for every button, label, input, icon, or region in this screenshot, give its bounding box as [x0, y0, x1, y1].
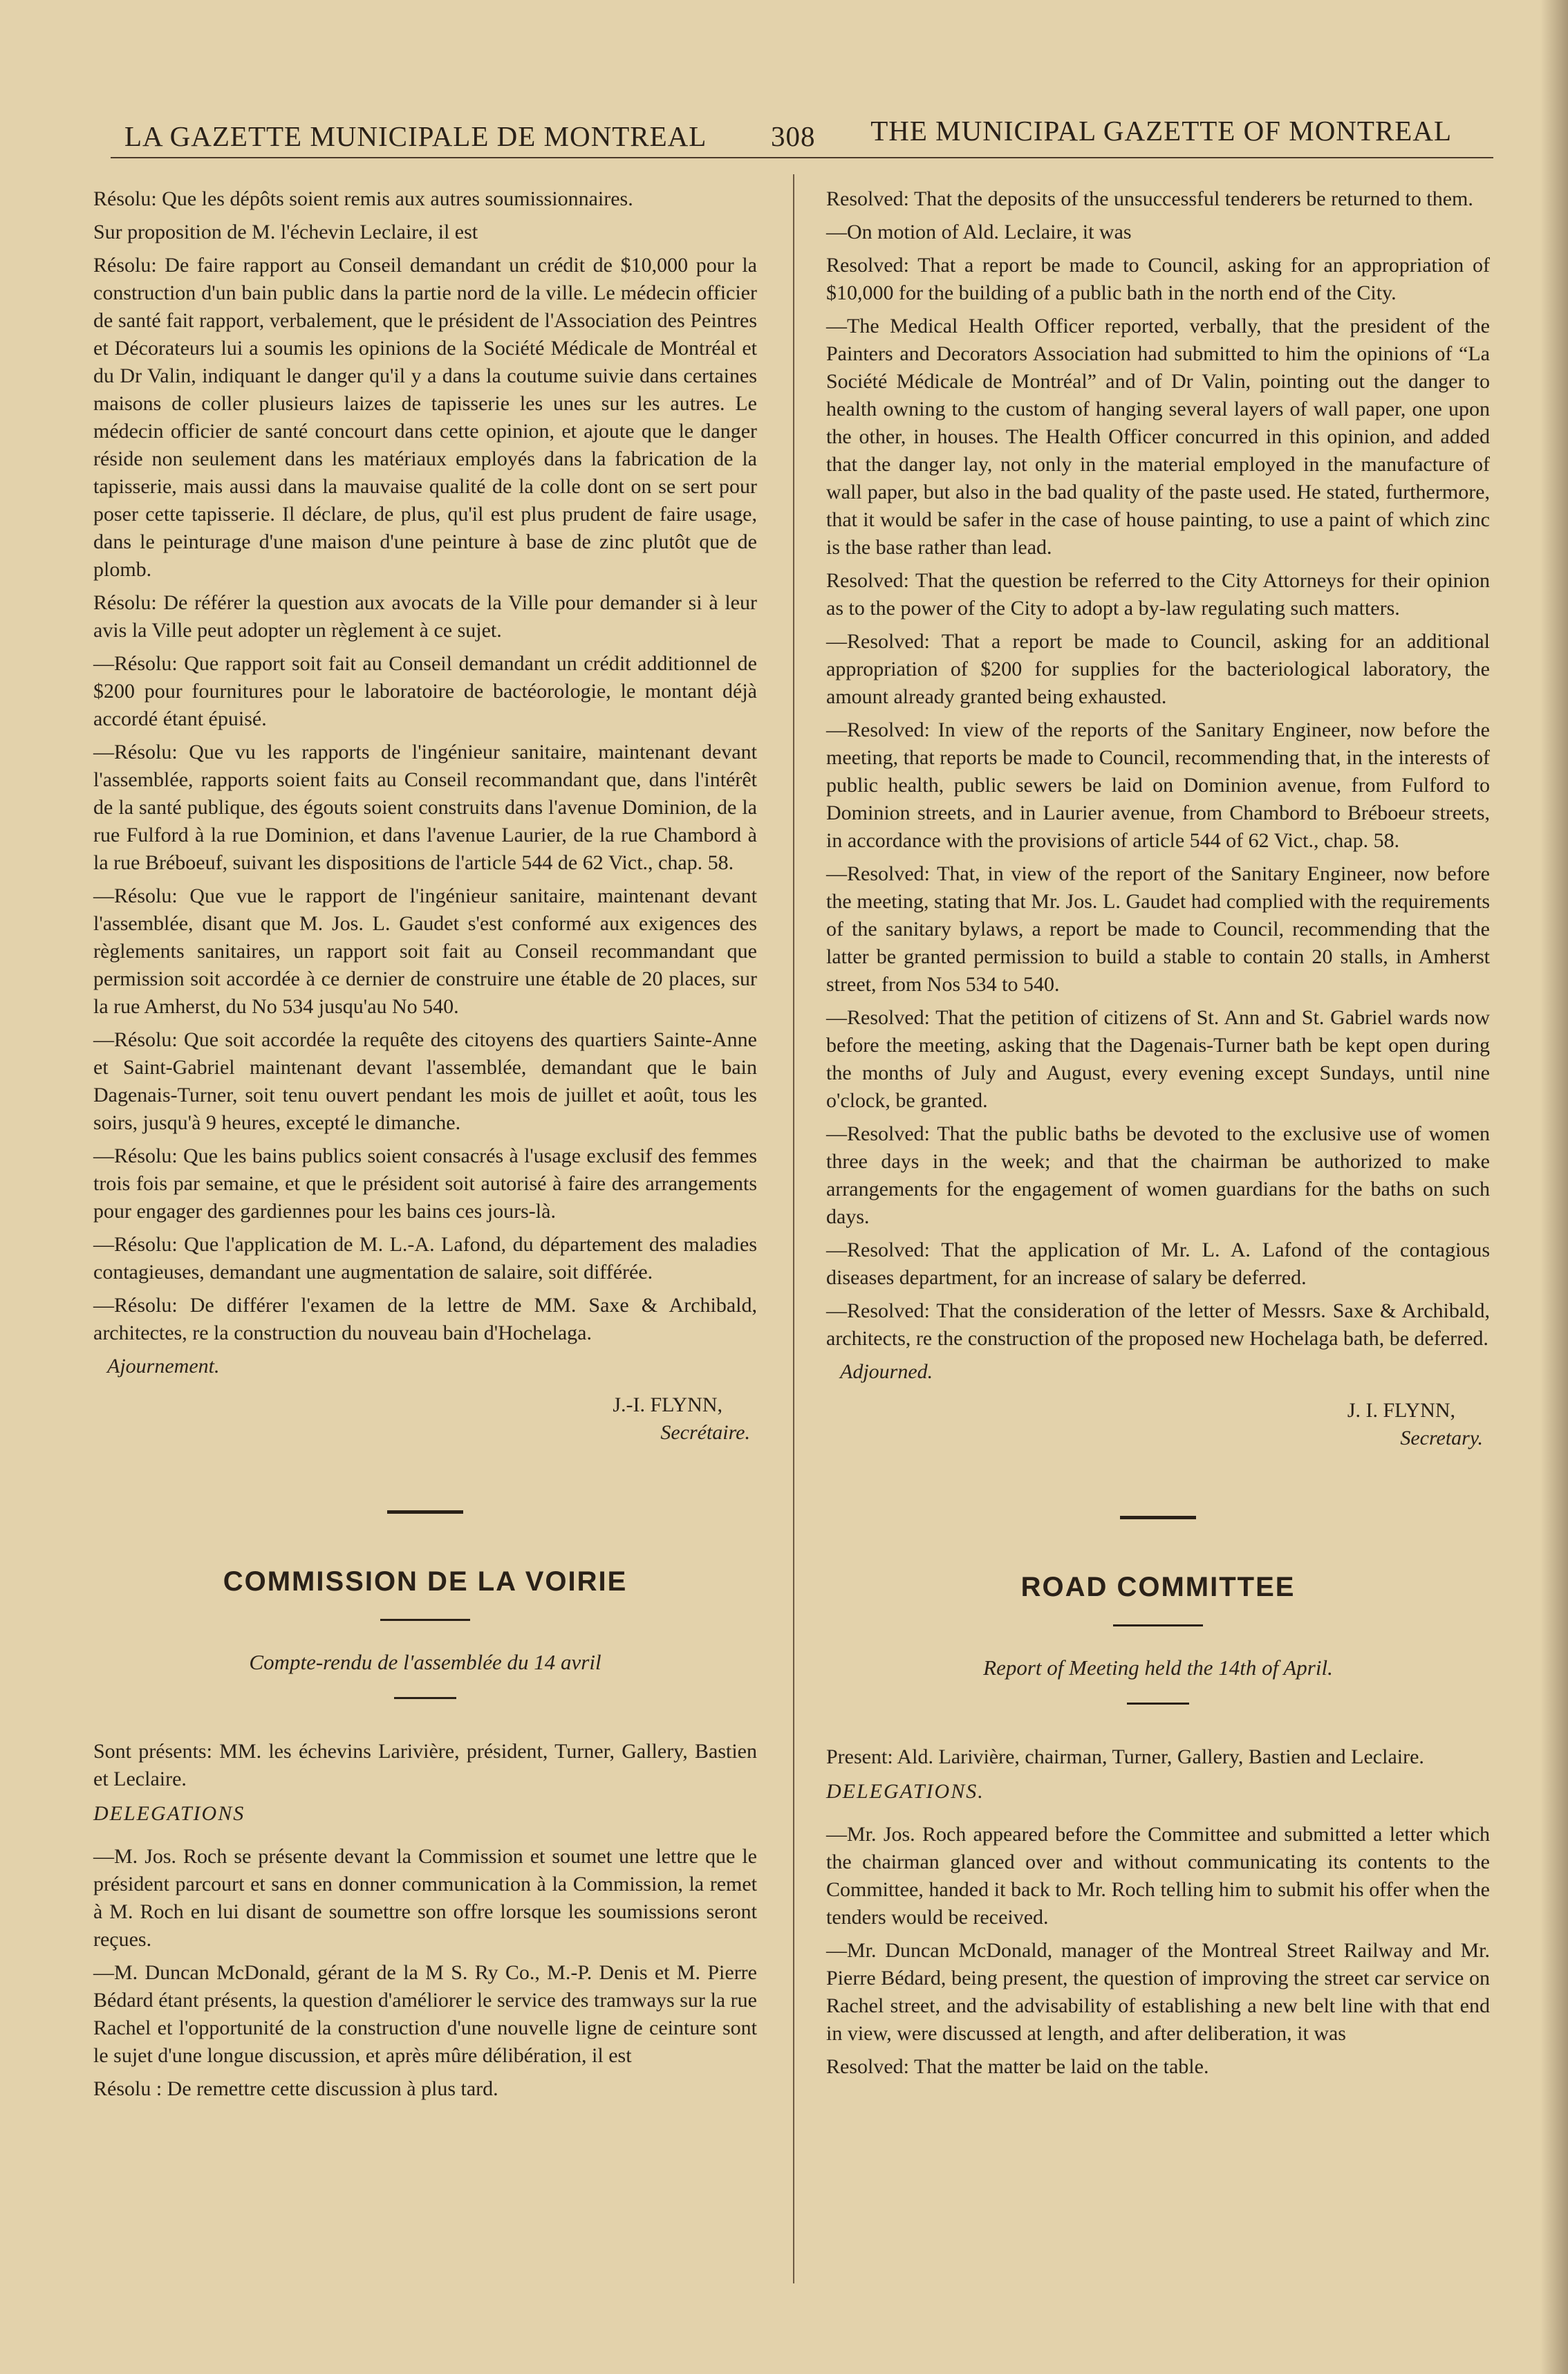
paragraph: —Resolved: In view of the reports of the Sanitary Engineer, now before the meeting, that reports be made to Council, recommending that, in the interests of public health, public sewers be laid on Dominion avenue, from Fulford to Dominion streets, and in Laurier avenue, from Chambord to Bréboeur streets, in accordance with the provisions of article 544 of 62 Vict., chap. 58.: [826, 718, 1490, 852]
paragraph: —Resolved: That the petition of citizens of St. Ann and St. Gabriel wards now before the meeting, asking that the Dagenais-Turner bath be kept open during the months of July and August, every evening except Sundays, until nine o'clock, be granted.: [826, 1006, 1490, 1112]
signature-role: Secrétaire.: [660, 1421, 750, 1444]
signature-block: [93, 1391, 750, 1447]
paragraph: —Résolu: Que rapport soit fait au Conseil demandant un crédit additionnel de $200 pour fournitures pour le laboratoire de bactéorologie, le montant déjà accordé étant épuisé.: [93, 652, 757, 730]
paragraph: —Resolved: That a report be made to Council, asking for an additional appropriation of $200 for supplies for the bacteriological laboratory, the amount already granted being exhausted.: [826, 630, 1490, 708]
paragraph: —M. Duncan McDonald, gérant de la M S. Ry Co., M.-P. Denis et M. Pierre Bédard étant présents, la question d'améliorer le service des tramways sur la rue Rachel et l'opportunité de la construction d'une nouvelle ligne de ceinture sont le sujet d'une longue discussion, et après mûre délibération, il est: [93, 1961, 757, 2067]
subtitle-rule: [394, 1697, 456, 1699]
paragraph: Sur proposition de M. l'échevin Leclaire, il est: [93, 221, 478, 243]
subtitle-rule: [1127, 1703, 1189, 1705]
page-number: 308: [771, 120, 816, 152]
attendance: Present: Ald. Larivière, chairman, Turner, Gallery, Bastien and Leclaire.: [826, 1745, 1424, 1768]
header-right-title: THE MUNICIPAL GAZETTE OF MONTREAL: [870, 115, 1452, 147]
signature-block: [826, 1397, 1483, 1452]
title-rule: [380, 1619, 470, 1621]
paragraph: —Mr. Duncan McDonald, manager of the Montreal Street Railway and Mr. Pierre Bédard, being present, the question of improving the street car service on Rachel street, and the advisability of establishing a new belt line with that end in view, were discussed at length, and after deliberation, it was: [826, 1939, 1490, 2045]
signature-name: J.-I. FLYNN,: [613, 1393, 722, 1416]
paragraph: —Resolved: That the application of Mr. L. A. Lafond of the contagious diseases department, for an increase of salary be deferred.: [826, 1239, 1490, 1289]
signature-name: J. I. FLYNN,: [1347, 1399, 1455, 1422]
header-rule: [111, 157, 1493, 158]
column-divider: [793, 174, 794, 2283]
adjournment: Adjourned.: [840, 1360, 933, 1383]
page-edge-shadow: [1540, 0, 1568, 2374]
section-subtitle: Compte-rendu de l'assemblée du 14 avril: [249, 1650, 601, 1674]
paragraph: —Mr. Jos. Roch appeared before the Committee and submitted a letter which the chairman glanced over and without communicating its contents to the Committee, handed it back to Mr. Roch telling him to submit his offer when the tenders would be received.: [826, 1823, 1490, 1929]
header-left-title: LA GAZETTE MUNICIPALE DE MONTREAL: [124, 120, 707, 152]
paragraph: Resolved: That the deposits of the unsuccessful tenderers be returned to them.: [826, 187, 1473, 210]
signature-role: Secretary.: [1400, 1427, 1483, 1449]
paragraph: —On motion of Ald. Leclaire, it was: [826, 221, 1132, 243]
section-separator: [1120, 1516, 1196, 1519]
paragraph: Resolved: That the question be referred to the City Attorneys for their opinion as to the power of the City to adopt a by-law regulating such matters.: [826, 569, 1490, 620]
delegations-heading: DELEGATIONS: [93, 1802, 245, 1825]
paragraph: Résolu: Que les dépôts soient remis aux autres soumissionnaires.: [93, 187, 633, 210]
paragraph: —Résolu: Que l'application de M. L.-A. Lafond, du département des maladies contagieuses, demandant une augmentation de salaire, soit différée.: [93, 1233, 757, 1283]
paragraph: —Résolu: Que soit accordée la requête des citoyens des quartiers Sainte-Anne et Saint-Gabriel maintenant devant l'assemblée, demandant que le bain Dagenais-Turner, soit tenu ouvert pendant les mois de juillet et août, tous les soirs, jusqu'à 9 heures, excepté le dimanche.: [93, 1028, 757, 1134]
section-title: ROAD COMMITTEE: [1020, 1572, 1296, 1602]
page-header: [111, 114, 1466, 156]
english-column: [826, 185, 1490, 2086]
title-rule: [1113, 1624, 1203, 1626]
delegations-heading: DELEGATIONS.: [826, 1780, 984, 1803]
section-separator: [387, 1510, 463, 1514]
paragraph: —Resolved: That, in view of the report of the Sanitary Engineer, now before the meeting, stating that Mr. Jos. L. Gaudet had complied with the requirements of the sanitary bylaws, a report be made to Council, recommending that the latter be granted permission to build a stable to contain 20 stalls, in Amherst street, from Nos 534 to 540.: [826, 862, 1490, 996]
paragraph: —Resolved: That the consideration of the letter of Messrs. Saxe & Archibald, architects, re the construction of the proposed new Hochelaga bath, be deferred.: [826, 1299, 1490, 1350]
adjournment: Ajournement.: [107, 1355, 220, 1378]
paragraph: —Résolu: Que vue le rapport de l'ingénieur sanitaire, maintenant devant l'assemblée, disant que M. Jos. L. Gaudet s'est conformé aux exigences des règlements sanitaires, un rapport soit fait au Conseil recommandant que permission soit accordée à ce dernier de construire une étable de 20 places, sur la rue Amherst, du No 534 jusqu'au No 540.: [93, 884, 757, 1018]
paragraph: Resolved: That the matter be laid on the table.: [826, 2055, 1209, 2078]
french-column: [93, 185, 757, 2108]
paragraph: Résolu: De référer la question aux avocats de la Ville pour demander si à leur avis la Ville peut adopter un règlement à ce sujet.: [93, 591, 757, 642]
paragraph: Resolved: That a report be made to Council, asking for an appropriation of $10,000 for the building of a public bath in the north end of the City.: [826, 254, 1490, 304]
paragraph: —Résolu: De différer l'examen de la lettre de MM. Saxe & Archibald, architectes, re la construction du nouveau bain d'Hochelaga.: [93, 1294, 757, 1344]
paragraph: —M. Jos. Roch se présente devant la Commission et soumet une lettre que le président parcourt et sans en donner communication à la Commission, la remet à M. Roch en lui disant de soumettre son offre lorsque les soumissions seront reçues.: [93, 1845, 757, 1951]
paragraph: —Résolu: Que vu les rapports de l'ingénieur sanitaire, maintenant devant l'assemblée, rapports soient faits au Conseil recommandant que, dans l'intérêt de la santé publique, des égouts soient construits dans l'avenue Dominion, de la rue Fulford à la rue Dominion, et dans l'avenue Laurier, de la rue Chambord à la rue Bréboeuf, suivant les dispositions de l'article 544 de 62 Vict., chap. 58.: [93, 741, 757, 874]
paragraph: —The Medical Health Officer reported, verbally, that the president of the Painters and Decorators Association had submitted to him the opinions of “La Société Médicale de Montréal” and of Dr Valin, pointing out the danger to health owning to the custom of hanging several layers of wall paper, one upon the other, in houses. The Health Officer concurred in this opinion, and added that the danger lay, not only in the material employed in the manufacture of wall paper, but also in the bad quality of the paste used. He stated, furthermore, that it would be safer in the case of house painting, to use a paint of which zinc is the base rather than lead.: [826, 315, 1490, 559]
paragraph: Résolu: De faire rapport au Conseil demandant un crédit de $10,000 pour la construction d'un bain public dans la partie nord de la ville. Le médecin officier de santé fait rapport, verbalement, que le président de l'Association des Peintres et Décorateurs lui a soumis les opinions de la Société Médicale de Montréal et du Dr Valin, indiquant le danger qu'il y a dans la coutume suivie dans certaines maisons de coller plusieurs laizes de tapisserie les unes sur les autres. Le médecin officier de santé concourt dans cette opinion, et ajoute que le danger réside non seulement dans les matériaux employés dans la fabrication de la tapisserie, mais aussi dans la mauvaise qualité de la colle dont on se sert pour poser cette tapisserie. Il déclare, de plus, qu'il est plus prudent de faire usage, dans le peinturage d'une maison d'une peinture à base de zinc plutôt que de plomb.: [93, 254, 757, 581]
section-subtitle: Report of Meeting held the 14th of April.: [983, 1656, 1333, 1680]
paragraph: Résolu : De remettre cette discussion à plus tard.: [93, 2077, 498, 2100]
paragraph: —Resolved: That the public baths be devoted to the exclusive use of women three days in the week; and that the chairman be authorized to make arrangements for the engagement of women guardians for the baths on such days.: [826, 1122, 1490, 1228]
paragraph: —Résolu: Que les bains publics soient consacrés à l'usage exclusif des femmes trois fois par semaine, et que le président soit autorisé à faire des arrangements pour engager des gardiennes pour les bains ces jours-là.: [93, 1144, 757, 1223]
section-title: COMMISSION DE LA VOIRIE: [223, 1566, 628, 1597]
attendance: Sont présents: MM. les échevins Larivière, président, Turner, Gallery, Bastien et Leclaire.: [93, 1740, 757, 1790]
